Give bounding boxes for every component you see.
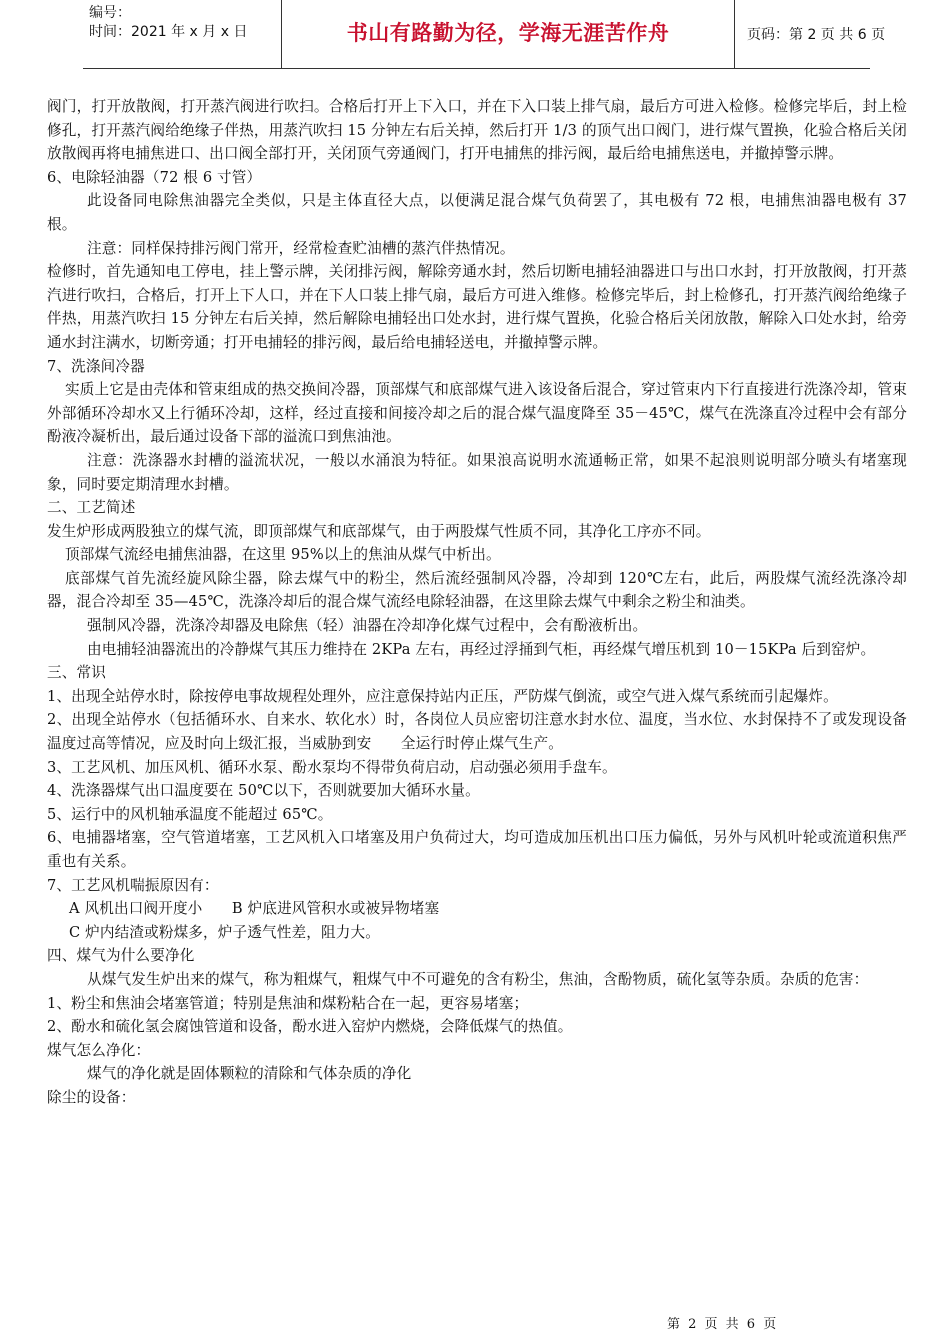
paragraph: 发生炉形成两股独立的煤气流，即顶部煤气和底部煤气，由于两股煤气性质不同，其净化工序亦不同。 <box>47 522 711 540</box>
list-item: 1、出现全站停水时，除按停电事故规程处理外，应注意保持站内正压，严防煤气倒流，或空气进入煤气系统而引起爆炸。 <box>47 687 838 705</box>
section-heading: 二、工艺简述 <box>47 499 136 517</box>
subheading: 煤气怎么净化： <box>47 1041 151 1059</box>
list-item: 6、电捕器堵塞，空气管道堵塞，工艺风机入口堵塞及用户负荷过大，均可造成加压机出口压力偏低，另外与风机叶轮或流道积焦严重也有关系。 <box>47 829 907 870</box>
subheading: 除尘的设备： <box>47 1088 136 1106</box>
list-item: 7、工艺风机喘振原因有： <box>47 876 219 894</box>
list-item: 4、洗涤器煤气出口温度要在 50℃以下，否则就要加大循环水量。 <box>47 782 480 800</box>
header-page-cell <box>735 0 886 68</box>
note-paragraph: 注意：洗涤器水封槽的溢流状况，一般以水涌浪为特征。如果浪高说明水流通畅正常，如果不起浪则说明部分喷头有堵塞现象，同时要定期清理水封槽。 <box>47 451 907 493</box>
paragraph: 阀门，打开放散阀，打开蒸汽阀进行吹扫。合格后打开上下入口，并在下入口装上排气扇，最后方可进入检修。检修完毕后，封上检修孔，打开蒸汽阀给绝缘子伴热，用蒸汽吹扫 15 分钟左右后关掉，然后打开 1/3 的顶气出口阀门，进行煤气置换，化验合格后关闭放散阀再将电捕焦进口、出口阀全部打开，关闭顶气旁通阀门，打开电捕焦的排污阀，最后给电捕焦送电，并撤掉警示牌。 <box>47 98 907 163</box>
page-header <box>83 0 886 69</box>
list-item: 1、粉尘和焦油会堵塞管道；特别是焦油和煤粉粘合在一起，更容易堵塞； <box>47 994 529 1012</box>
list-item: 2、出现全站停水（包括循环水、自来水、软化水）时，各岗位人员应密切注意水封水位、温度，当水位、水封保持不了或发现设备温度过高等情况，应及时向上级汇报，当威胁到安 全运行时停止煤气生产。 <box>47 711 907 753</box>
section-heading: 四、煤气为什么要净化 <box>47 947 195 965</box>
note-paragraph: 注意：同样保持排污阀门常开，经常检查贮油槽的蒸汽伴热情况。 <box>87 239 515 257</box>
serial-number-label: 编号： <box>89 5 131 21</box>
paragraph: 此设备同电除焦油器完全类似，只是主体直径大点，以便满足混合煤气负荷罢了，其电极有 72 根，电捕焦油器电极有 37 根。 <box>47 192 907 233</box>
paragraph: 顶部煤气流经电捕焦油器，在这里 95%以上的焦油从煤气中析出。 <box>65 546 501 564</box>
header-info-cell <box>83 0 281 68</box>
section-heading: 6、电除轻油器（72 根 6 寸管） <box>47 168 262 186</box>
list-subitem: C 炉内结渣或粉煤多，炉子透气性差，阻力大。 <box>69 923 380 941</box>
page-footer: 第 2 页 共 6 页 <box>667 1317 779 1332</box>
motto-text: 书山有路勤为径，学海无涯苦作舟 <box>346 21 670 45</box>
page-number-label: 页码：第 2 页 共 6 页 <box>747 27 886 43</box>
section-heading: 7、洗涤间冷器 <box>47 357 145 375</box>
list-item: 3、工艺风机、加压风机、循环水泵、酚水泵均不得带负荷启动，启动强必须用手盘车。 <box>47 758 617 776</box>
paragraph: 底部煤气首先流经旋风除尘器，除去煤气中的粉尘，然后流经强制风冷器，冷却到 120℃左右，此后，两股煤气流经洗涤冷却器，混合冷却至 35—45℃，洗涤冷却后的混合煤气流经电除轻油器，在这里除去煤气中剩余之粉尘和油类。 <box>47 569 907 611</box>
paragraph: 实质上它是由壳体和管束组成的热交换间冷器，顶部煤气和底部煤气进入该设备后混合，穿过管束内下行直接进行洗涤冷却，管束外部循环冷却水又上行循环冷却，这样，经过直接和间接冷却之后的混合煤气温度降至 35－45℃，煤气在洗涤直冷过程中会有部分酚液冷凝析出，最后通过设备下部的溢流口到焦油池。 <box>47 381 907 446</box>
header-motto-cell <box>282 0 734 68</box>
paragraph: 从煤气发生炉出来的煤气，称为粗煤气，粗煤气中不可避免的含有粉尘，焦油，含酚物质，硫化氢等杂质。杂质的危害： <box>87 970 869 988</box>
paragraph: 煤气的净化就是固体颗粒的清除和气体杂质的净化 <box>87 1065 412 1083</box>
paragraph: 由电捕轻油器流出的冷静煤气其压力维持在 2KPa 左右，再经过浮捅到气柜，再经煤气增压机到 10－15KPa 后到窑炉。 <box>87 640 876 658</box>
list-subitem: A 风机出口阀开度小 B 炉底进风管积水或被异物堵塞 <box>69 900 440 918</box>
date-label: 时间：2021 年 x 月 x 日 <box>89 24 248 40</box>
document-body <box>47 95 907 1110</box>
list-item: 2、酚水和硫化氢会腐蚀管道和设备，酚水进入窑炉内燃烧，会降低煤气的热值。 <box>47 1018 573 1036</box>
paragraph: 检修时，首先通知电工停电，挂上警示牌，关闭排污阀，解除旁通水封，然后切断电捕轻油器进口与出口水封，打开放散阀，打开蒸汽进行吹扫，合格后，打开上下人口，并在下人口装上排气扇，最后方可进入维修。检修完毕后，封上检修孔，打开蒸汽阀给绝缘子伴热，用蒸汽吹扫 15 分钟左右后关掉，然后解除电捕轻出口处水封，进行煤气置换，化验合格后关闭放散，解除入口处水封，给旁通水封注满水，切断旁通；打开电捕轻的排污阀，最后给电捕轻送电，并撤掉警示牌。 <box>47 263 907 351</box>
paragraph: 强制风冷器，洗涤冷却器及电除焦（轻）油器在冷却净化煤气过程中，会有酚液析出。 <box>87 617 648 635</box>
section-heading: 三、常识 <box>47 664 106 682</box>
list-item: 5、运行中的风机轴承温度不能超过 65℃。 <box>47 805 333 823</box>
